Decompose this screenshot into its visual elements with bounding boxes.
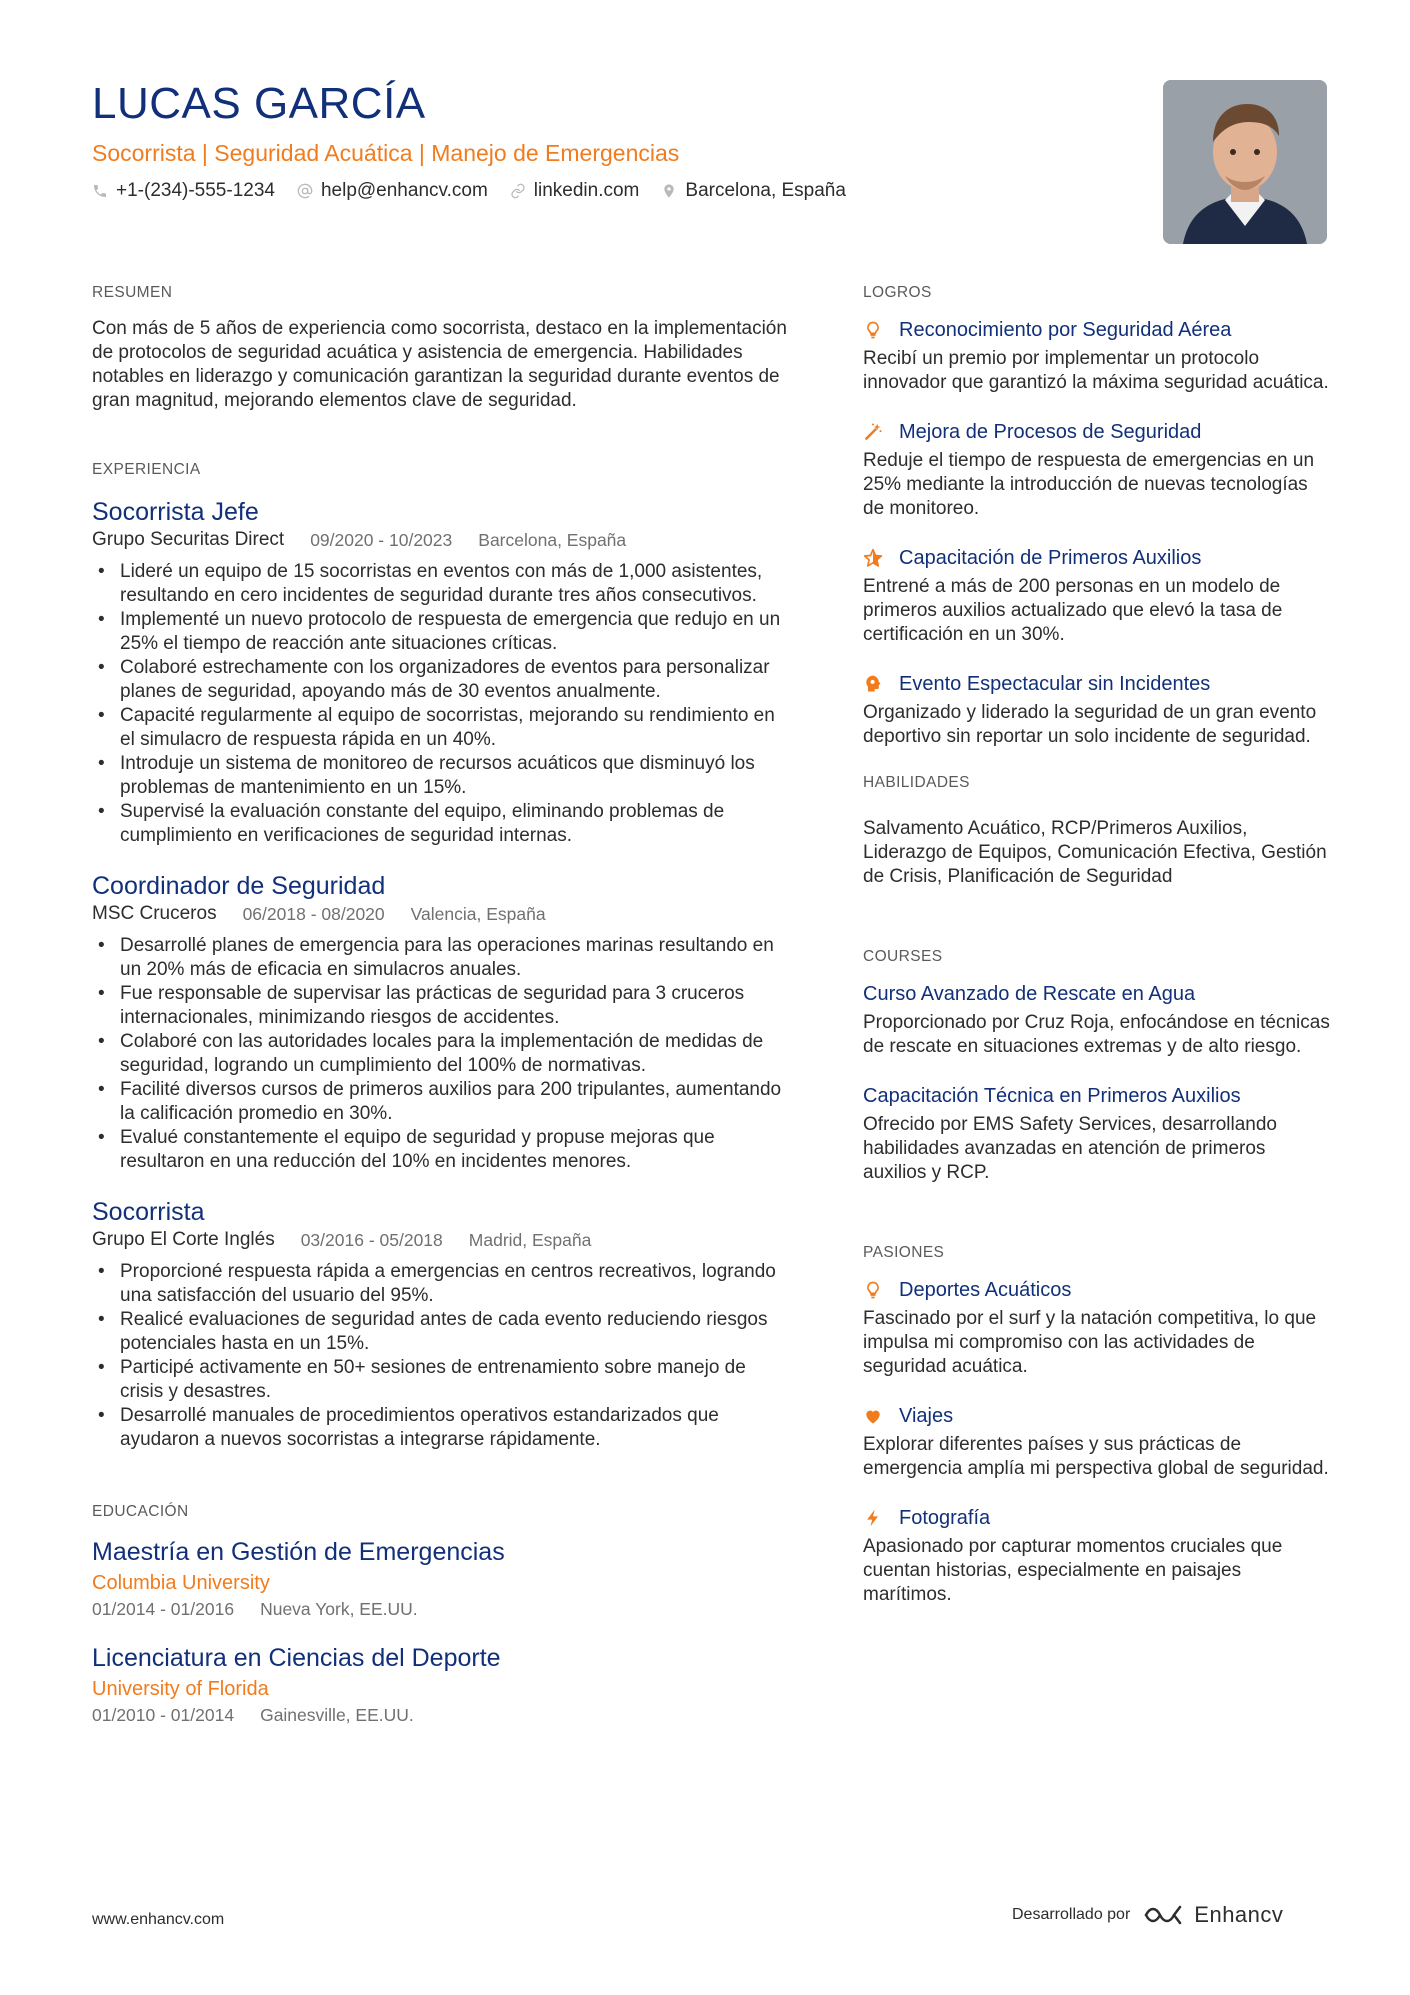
passion-desc: Fascinado por el surf y la natación competitiva, lo que impulsa mi compromiso con las actividades de seguridad acuática. xyxy=(863,1308,1317,1377)
summary-section-title: RESUMEN xyxy=(92,284,173,301)
location-pin-icon xyxy=(661,183,677,199)
footer-website[interactable]: www.enhancv.com xyxy=(92,1911,225,1928)
linkedin-text: linkedin.com xyxy=(533,180,640,201)
achievement-desc: Reduje el tiempo de respuesta de emergencias en un 25% mediante la introducción de nuevas tecnologías de monitoreo. xyxy=(863,450,1315,519)
achievement-item xyxy=(863,317,1333,395)
job-meta xyxy=(92,528,792,552)
course-title: Capacitación Técnica en Primeros Auxilios xyxy=(863,1085,1241,1107)
achievement-desc: Organizado y liderado la seguridad de un gran evento deportivo sin reportar un solo incidente de seguridad. xyxy=(863,702,1317,747)
at-icon xyxy=(297,183,313,199)
passion-desc: Apasionado por capturar momentos cruciales que cuentan historias, especialmente en paisajes marítimos. xyxy=(863,1536,1283,1605)
left-column xyxy=(92,283,792,1726)
job-bullet: • Evalué constantemente el equipo de seguridad y propuse mejoras que resultaron en una reducción del 10% en incidentes menores. xyxy=(92,1126,792,1174)
job-bullets xyxy=(92,1260,792,1452)
lightbulb-icon xyxy=(863,319,883,341)
job-meta xyxy=(92,1228,792,1252)
courses-section xyxy=(863,947,1333,1185)
passions-section xyxy=(863,1243,1333,1607)
candidate-tagline: Socorrista | Seguridad Acuática | Manejo de Emergencias xyxy=(92,140,680,166)
education-section-title: EDUCACIÓN xyxy=(92,1503,189,1520)
job-bullets xyxy=(92,934,792,1174)
job-bullet: • Fue responsable de supervisar las prácticas de seguridad para 3 cruceros internacionales, minimizando riesgos de accidentes. xyxy=(92,982,792,1030)
job-entry xyxy=(92,496,792,848)
bolt-icon xyxy=(863,1507,883,1529)
achievement-item xyxy=(863,419,1333,521)
job-location: Barcelona, España xyxy=(478,530,627,550)
location-text: Barcelona, España xyxy=(685,180,846,201)
job-entry xyxy=(92,1196,792,1452)
skills-section-title: HABILIDADES xyxy=(863,774,970,791)
enhancv-brand-text: Enhancv xyxy=(1194,1902,1284,1927)
experience-section xyxy=(92,460,792,1452)
achievement-title: Mejora de Procesos de Seguridad xyxy=(899,421,1202,443)
education-meta xyxy=(92,1598,792,1620)
contact-location xyxy=(661,178,846,204)
achievement-item xyxy=(863,671,1333,749)
job-bullet: • Supervisé la evaluación constante del equipo, eliminando problemas de cumplimiento en verificaciones de seguridad internas. xyxy=(92,800,792,848)
school-name: University of Florida xyxy=(92,1678,269,1700)
achievement-title: Evento Espectacular sin Incidentes xyxy=(899,673,1211,695)
education-location: Nueva York, EE.UU. xyxy=(260,1599,418,1619)
courses-section-title: COURSES xyxy=(863,948,943,965)
contact-email[interactable] xyxy=(297,178,488,204)
job-meta xyxy=(92,902,792,926)
passion-title: Fotografía xyxy=(899,1507,991,1529)
phone-icon xyxy=(92,183,108,199)
job-company: Grupo Securitas Direct xyxy=(92,529,285,550)
phone-text: +1-(234)-555-1234 xyxy=(116,180,275,201)
job-date: 03/2016 - 05/2018 xyxy=(300,1230,443,1250)
job-company: MSC Cruceros xyxy=(92,903,217,924)
job-title: Socorrista xyxy=(92,1198,205,1226)
job-title: Coordinador de Seguridad xyxy=(92,872,386,900)
footer-branding xyxy=(1012,1902,1283,1928)
achievement-title: Capacitación de Primeros Auxilios xyxy=(899,547,1202,569)
course-desc: Ofrecido por EMS Safety Services, desarrollando habilidades avanzadas en atención de primeros auxilios y RCP. xyxy=(863,1114,1277,1183)
profile-photo xyxy=(1163,80,1327,244)
passion-title: Viajes xyxy=(899,1405,954,1427)
candidate-name: LUCAS GARCÍA xyxy=(92,79,426,128)
education-date: 01/2014 - 01/2016 xyxy=(92,1599,235,1619)
job-title: Socorrista Jefe xyxy=(92,498,259,526)
lightbulb-icon xyxy=(863,1279,883,1301)
passion-item xyxy=(863,1505,1333,1607)
passions-section-title: PASIONES xyxy=(863,1244,945,1261)
right-column xyxy=(863,283,1333,1631)
job-bullet: • Lideré un equipo de 15 socorristas en eventos con más de 1,000 asistentes, resultando en cero incidentes de seguridad durante tres años consecutivos. xyxy=(92,560,792,608)
course-item xyxy=(863,981,1333,1059)
job-bullet: • Proporcioné respuesta rápida a emergencias en centros recreativos, logrando una satisfacción del usuario del 95%. xyxy=(92,1260,792,1308)
education-location: Gainesville, EE.UU. xyxy=(260,1705,414,1725)
job-bullet: • Realicé evaluaciones de seguridad antes de cada evento reduciendo riesgos potenciales hasta en un 15%. xyxy=(92,1308,792,1356)
job-bullet: • Colaboré estrechamente con los organizadores de eventos para personalizar planes de seguridad, apoyando más de 30 eventos anualmente. xyxy=(92,656,792,704)
resume-header xyxy=(92,78,1132,204)
school-name: Columbia University xyxy=(92,1572,270,1594)
achievements-list xyxy=(863,317,1333,749)
summary-text: Con más de 5 años de experiencia como socorrista, destaco en la implementación de protocolos de seguridad acuática y asistencia de emergencia. Habilidades notables en liderazgo y comunicación garantizan la seguridad durante eventos de gran magnitud, mejorando elementos clave de seguridad. xyxy=(92,318,787,411)
job-bullet: • Implementé un nuevo protocolo de respuesta de emergencia que redujo en un 25% el tiempo de reacción ante situaciones críticas. xyxy=(92,608,792,656)
passion-item xyxy=(863,1403,1333,1481)
job-bullet: • Desarrollé manuales de procedimientos operativos estandarizados que ayudaron a nuevos socorristas a integrarse rápidamente. xyxy=(92,1404,792,1452)
enhancv-logo-icon xyxy=(1142,1903,1188,1927)
job-company: Grupo El Corte Inglés xyxy=(92,1229,275,1250)
contact-row xyxy=(92,178,1132,204)
degree-title: Maestría en Gestión de Emergencias xyxy=(92,1538,505,1566)
job-bullet: • Participé activamente en 50+ sesiones de entrenamiento sobre manejo de crisis y desastres. xyxy=(92,1356,792,1404)
job-bullet: • Introduje un sistema de monitoreo de recursos acuáticos que disminuyó los problemas de mantenimiento en un 15%. xyxy=(92,752,792,800)
magic-wand-icon xyxy=(863,421,883,443)
education-entry xyxy=(92,1642,792,1726)
achievement-desc: Recibí un premio por implementar un protocolo innovador que garantizó la máxima seguridad acuática. xyxy=(863,348,1329,393)
email-text: help@enhancv.com xyxy=(320,180,488,201)
powered-by-text: Desarrollado por xyxy=(1012,1906,1131,1923)
job-bullet: • Desarrollé planes de emergencia para las operaciones marinas resultando en un 20% más de eficacia en simulacros anuales. xyxy=(92,934,792,982)
contact-phone[interactable] xyxy=(92,178,275,204)
job-entry xyxy=(92,870,792,1174)
course-title: Curso Avanzado de Rescate en Agua xyxy=(863,983,1196,1005)
education-date: 01/2010 - 01/2014 xyxy=(92,1705,235,1725)
passion-desc: Explorar diferentes países y sus prácticas de emergencia amplía mi perspectiva global de seguridad. xyxy=(863,1434,1329,1479)
course-item xyxy=(863,1083,1333,1185)
job-date: 06/2018 - 08/2020 xyxy=(242,904,385,924)
achievement-item xyxy=(863,545,1333,647)
job-bullets xyxy=(92,560,792,848)
achievement-title: Reconocimiento por Seguridad Aérea xyxy=(899,319,1232,341)
head-idea-icon xyxy=(863,673,883,695)
contact-linkedin[interactable] xyxy=(510,178,640,204)
achievement-desc: Entrené a más de 200 personas en un modelo de primeros auxilios actualizado que elevó la tasa de certificación en un 30%. xyxy=(863,576,1283,645)
degree-title: Licenciatura en Ciencias del Deporte xyxy=(92,1644,501,1672)
job-bullet: • Colaboré con las autoridades locales para la implementación de medidas de seguridad, logrando un cumplimiento del 100% de normativas. xyxy=(92,1030,792,1078)
star-icon xyxy=(863,547,883,569)
job-date: 09/2020 - 10/2023 xyxy=(310,530,453,550)
education-meta xyxy=(92,1704,792,1726)
job-bullet: • Facilité diversos cursos de primeros auxilios para 200 tripulantes, aumentando la calificación promedio en 30%. xyxy=(92,1078,792,1126)
job-location: Valencia, España xyxy=(410,904,546,924)
course-desc: Proporcionado por Cruz Roja, enfocándose en técnicas de rescate en situaciones extremas y de alto riesgo. xyxy=(863,1012,1330,1057)
heart-icon xyxy=(863,1405,883,1427)
passion-title: Deportes Acuáticos xyxy=(899,1279,1072,1301)
job-location: Madrid, España xyxy=(468,1230,592,1250)
passions-list xyxy=(863,1277,1333,1607)
job-bullet: • Capacité regularmente al equipo de socorristas, mejorando su rendimiento en el simulacro de respuesta rápida en un 40%. xyxy=(92,704,792,752)
experience-section-title: EXPERIENCIA xyxy=(92,461,201,478)
passion-item xyxy=(863,1277,1333,1379)
enhancv-logo[interactable] xyxy=(1142,1902,1283,1928)
skills-section xyxy=(863,773,1333,889)
skills-text: Salvamento Acuático, RCP/Primeros Auxilios, Liderazgo de Equipos, Comunicación Efectiva, Gestión de Crisis, Planificación de Seguridad xyxy=(863,818,1327,887)
education-section xyxy=(92,1502,792,1726)
achievements-section-title: LOGROS xyxy=(863,284,932,301)
education-entry xyxy=(92,1536,792,1620)
link-icon xyxy=(510,183,526,199)
